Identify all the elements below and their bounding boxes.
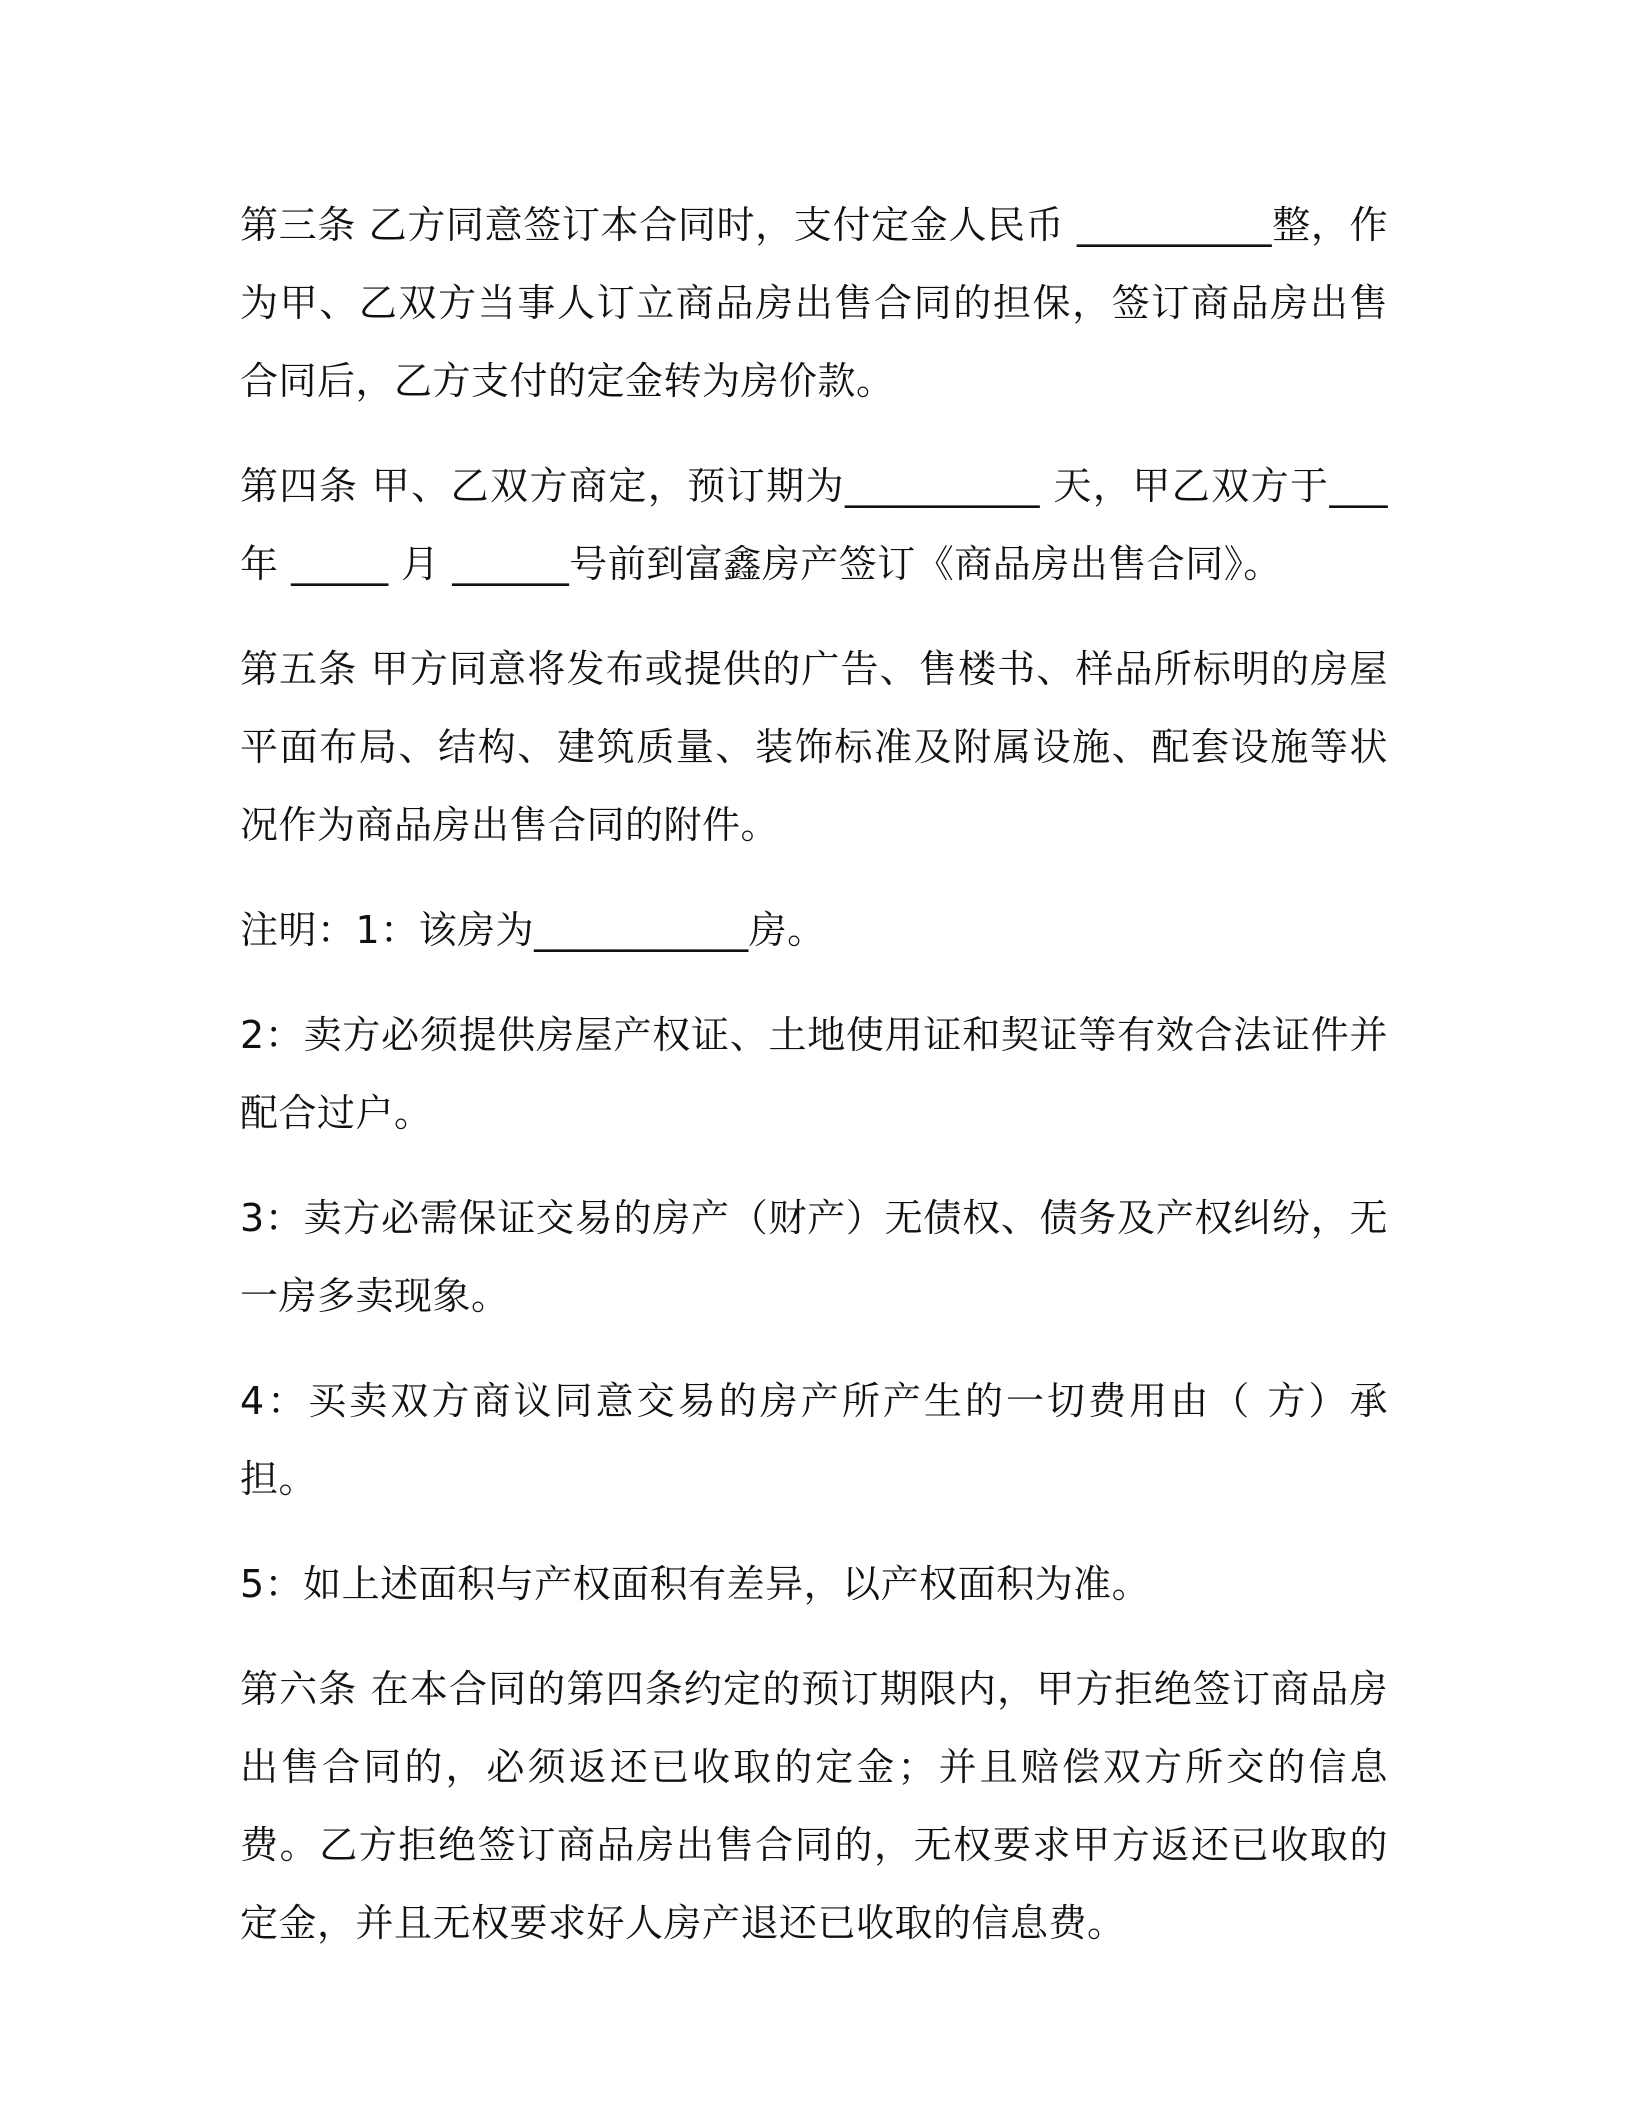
note-2-paragraph: 2：卖方必须提供房屋产权证、土地使用证和契证等有效合法证件并配合过户。 xyxy=(240,1013,1388,1135)
note-4-paragraph: 4：买卖双方商议同意交易的房产所产生的一切费用由（ 方）承担。 xyxy=(240,1379,1388,1501)
article-6-paragraph: 第六条 在本合同的第四条约定的预订期限内，甲方拒绝签订商品房出售合同的，必须返还已收取的定金；并且赔偿双方所交的信息费。乙方拒绝签订商品房出售合同的，无权要求甲方返还已收取的定金，并且无权要求好人房产退还已收取的信息费。 xyxy=(240,1667,1388,1945)
note-5-paragraph: 5：如上述面积与产权面积有差异，以产权面积为准。 xyxy=(240,1562,1151,1606)
article-4-paragraph: 第四条 甲、乙双方商定，预订期为__________ 天，甲乙双方于___ 年 _____ 月 ______号前到富鑫房产签订《商品房出售合同》。 xyxy=(240,464,1388,586)
note-1-paragraph: 注明：1：该房为___________房。 xyxy=(240,908,826,952)
article-5-paragraph: 第五条 甲方同意将发布或提供的广告、售楼书、样品所标明的房屋平面布局、结构、建筑质量、装饰标准及附属设施、配套设施等状况作为商品房出售合同的附件。 xyxy=(240,647,1388,847)
document-body xyxy=(240,186,1388,1962)
article-3-paragraph: 第三条 乙方同意签订本合同时，支付定金人民币 __________整，作为甲、乙双方当事人订立商品房出售合同的担保，签订商品房出售合同后，乙方支付的定金转为房价款。 xyxy=(240,203,1388,403)
note-3-paragraph: 3：卖方必需保证交易的房产（财产）无债权、债务及产权纠纷，无一房多卖现象。 xyxy=(240,1196,1388,1318)
